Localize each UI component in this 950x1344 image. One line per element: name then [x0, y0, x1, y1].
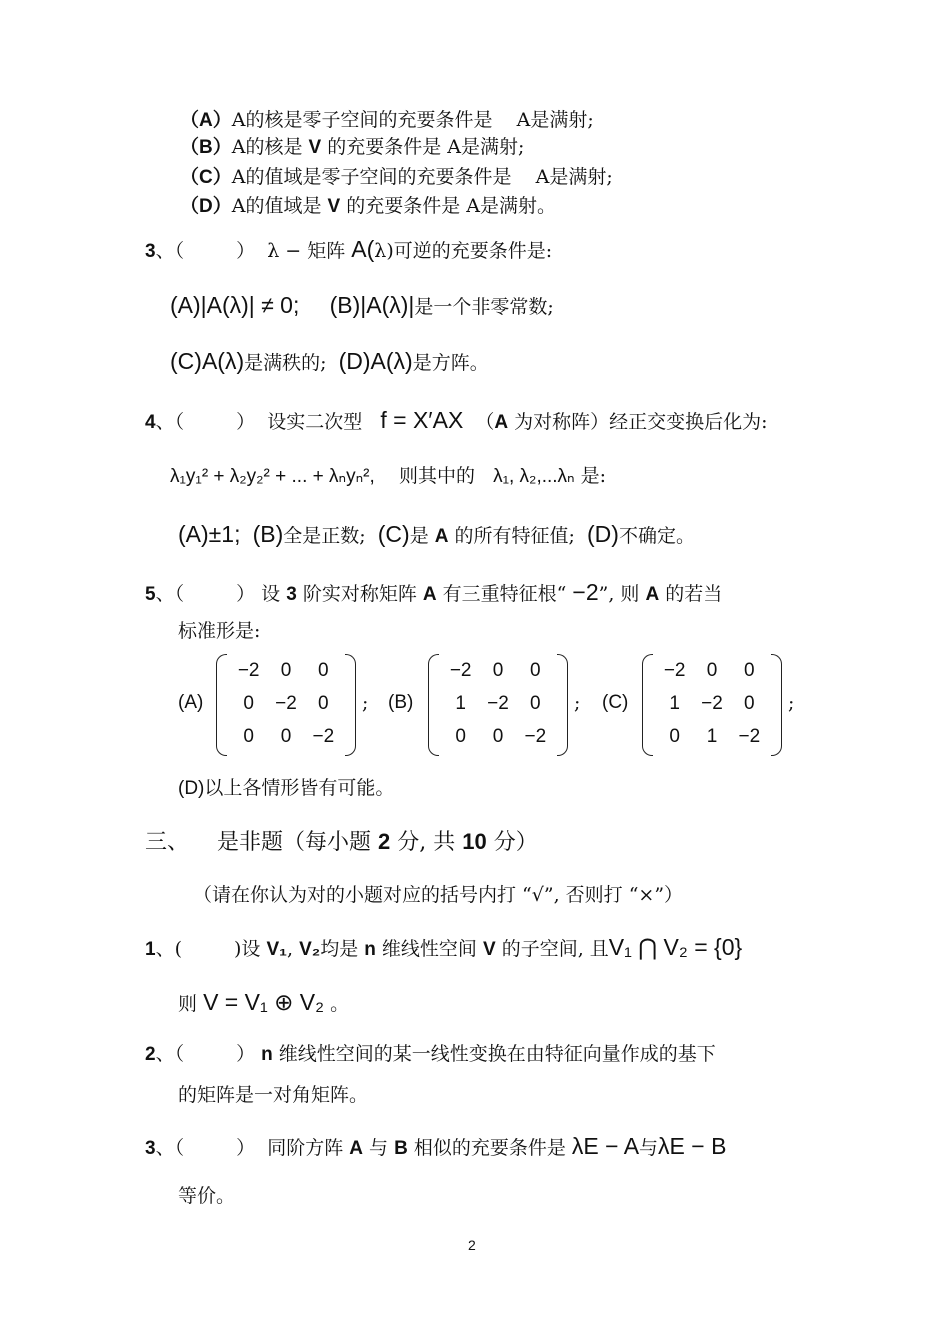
q2-option-b: （B）A的核是 V 的充要条件是 A是满射; — [180, 136, 525, 158]
page-number: 2 — [468, 1237, 476, 1253]
q5-matrix-c-label: (C) — [602, 692, 629, 713]
tf2-stem: 2、（ ） n 维线性空间的某一线性变换在由特征向量作成的基下 — [145, 1043, 716, 1065]
q5-semicolon: ; — [574, 692, 581, 714]
q2-option-a: （A）A的核是零子空间的充要条件是 A是满射; — [180, 109, 594, 131]
tf3-line2: 等价。 — [178, 1185, 236, 1207]
q4-stem: 4、（ ） 设实二次型 f = X′AX （A 为对称阵）经正交变换后化为: — [145, 407, 768, 433]
q5-matrix-a: −2 0 0 0 −2 0 0 0 −2 — [216, 654, 356, 754]
tf2-line2: 的矩阵是一对角矩阵。 — [178, 1084, 369, 1106]
tf1-stem: 1、( )设 V₁, V₂均是 n 维线性空间 V 的子空间, 且V₁ ⋂ V₂ = {0} — [145, 934, 743, 960]
section-instruction: （请在你认为对的小题对应的括号内打 “√”, 否则打 “×”） — [193, 884, 684, 906]
q5-matrix-a-label: (A) — [178, 692, 204, 713]
q3-options-ab: (A)|A(λ)| ≠ 0; (B)|A(λ)|是一个非零常数; — [170, 292, 554, 318]
q2-option-c: （C）A的值域是零子空间的充要条件是 A是满射; — [180, 166, 613, 188]
q3-options-cd: (C)A(λ)是满秩的; (D)A(λ)是方阵。 — [170, 348, 489, 374]
q3-stem: 3、（ ） λ − 矩阵 A(λ)可逆的充要条件是: — [145, 236, 553, 262]
tf1-line2: 则 V = V₁ ⊕ V₂ 。 — [178, 989, 350, 1015]
q5-stem: 5、（ ） 设 3 阶实对称矩阵 A 有三重特征根“ −2”, 则 A 的若当 — [145, 579, 723, 605]
q5-semicolon: ; — [788, 692, 795, 714]
q5-semicolon: ; — [362, 692, 369, 714]
q5-stem-line2: 标准形是: — [178, 620, 261, 642]
section-heading: 三、 是非题（每小题 2 分, 共 10 分） — [145, 829, 538, 855]
q5-matrix-c: −2 0 0 1 −2 0 0 1 −2 — [642, 654, 782, 754]
tf3-stem: 3、（ ） 同阶方阵 A 与 B 相似的充要条件是 λE − A与λE − B — [145, 1133, 727, 1159]
q4-canonical-form: λ₁y₁² + λ₂y₂² + ... + λₙyₙ², 则其中的 λ₁, λ₂,...λₙ 是: — [170, 465, 607, 487]
q5-matrix-b: −2 0 0 1 −2 0 0 0 −2 — [428, 654, 568, 754]
q5-option-d: (D)以上各情形皆有可能。 — [178, 777, 395, 799]
q2-option-d: （D）A的值域是 V 的充要条件是 A是满射。 — [180, 195, 557, 217]
q4-options: (A)±1; (B)全是正数; (C)是 A 的所有特征值; (D)不确定。 — [178, 521, 695, 547]
q5-matrix-b-label: (B) — [388, 692, 414, 713]
